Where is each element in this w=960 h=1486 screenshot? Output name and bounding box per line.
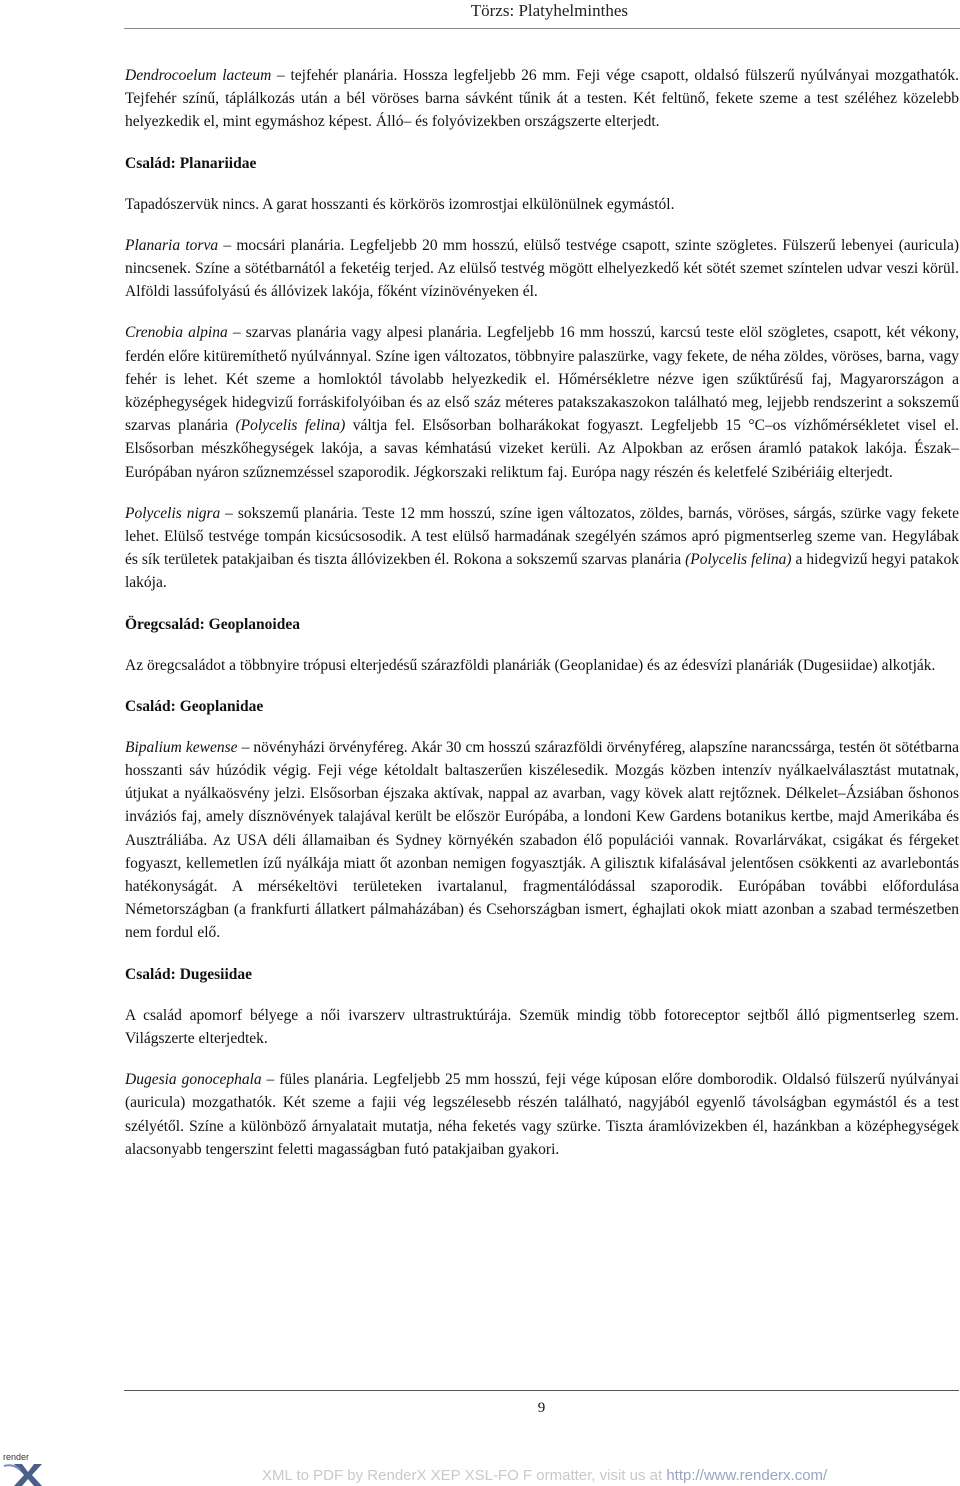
page-header [0,0,960,30]
species-name: Bipalium kewense [125,738,238,756]
renderx-x-icon [0,1452,44,1486]
species-name: Crenobia alpina [125,324,228,342]
paragraph-crenobia-alpina: Crenobia alpina – szarvas planária vagy alpesi planária. Legfeljebb 16 mm hosszú, karcsú teste elöl szögletes, csapott, két vékony, ferdén előre kitüremíthető nyúlvánnyal. Színe igen változatos, többnyire palaszürke, vagy fekete, de néha zöldes, vöröses, barna, vagy fehér is lehet. Két szeme a homloktól távolabb helyezkedik el. Hőmérsékletre nézve igen szűktűrésű faj, Magyarországon a középhegységek hidegvizű forráskifolyóiban és az első száz méteres patakszakaszokon található meg, lejjebb rendszerint a sokszemű szarvas planária (Polycelis felina) váltja fel. Elsősorban bolharákokat fogyaszt. Legfeljebb 15 °C–os vízhőmérsékletet visel el. Elsősorban mészkőhegységek lakója, a savas kémhatású vizeket kerüli. Az Alpokban az erősen áramló patakok lakója. Észak–Európában nyáron szűznemzéssel szaporodik. Jégkorszaki reliktum faj. Európa nagy részén és keletfelé Szibériáig elterjedt. [125,324,960,481]
species-name: Polycelis nigra [125,504,221,522]
paragraph-planaria-torva: Planaria torva – mocsári planária. Legfeljebb 20 mm hosszú, elülső testvége csapott, szinte szögletes. Fülszerű lebenyei (auricula) nincsenek. Színe a sötétbarnától a feketéig terjed. Az elülső testvég mögött elhelyezkedő két sötét szemet színtelen udvar veszi körül. Alföldi lassúfolyású és állóvizek lakója, főként vízinövényeken él. [125,236,959,301]
heading-dugesiidae: Család: Dugesiidae [125,965,253,983]
logo-text: render [3,1452,30,1462]
watermark-link[interactable]: http://www.renderx.com/ [666,1467,828,1484]
heading-geoplanidae: Család: Geoplanidae [125,697,264,715]
paragraph-polycelis-nigra: Polycelis nigra – sokszemű planária. Teste 12 mm hosszú, színe igen változatos, zöldes, barnás, vöröses, sárgás, szürke vagy fekete lehet. Elülső testvége tompán kicsúcsosodik. A test elülső harmadának szegélyén számos apró pigmentserleg szeme van. Hegylábak és sík területek patakjaiban és tiszta állóvizekben él. Rokona a sokszemű szarvas planária (Polycelis felina) a hidegvizű hegyi patakok lakója. [125,504,959,592]
species-name: Dendrocoelum lacteum [125,67,272,84]
heading-geoplanoidea: Öregcsalád: Geoplanoidea [125,615,300,633]
document-body [125,64,959,1161]
paragraph-dendrocoelum: Dendrocoelum lacteum – tejfehér planária. Hossza legfeljebb 26 mm. Feji vége csapott, oldalsó fülszerű nyúlványai mozgathatók. Tejfehér színű, táplálkozás után a bél vöröses barna sávként tűnik át a testen. Két feltünő, fekete szeme a test széléhez közelebb helyezkedik el, mint egymáshoz képest. Álló– és folyóvizekben országszerte elterjedt. [125,67,959,131]
paragraph-dugesia: Dugesia gonocephala – füles planária. Legfeljebb 25 mm hosszú, feji vége kúposan előre domborodik. Oldalsó fülszerű nyúlványai (auricula) mozgathatók. Két szeme a fajii vég legszélesebb részén található, nagyjából egyenlő távolságban egymástól és a test szélyétől. Színe a különböző árnyalatait mutatja, néha feketés vagy szürke. Tiszta áramlóvizekben él, hazánkban a középhegységek alacsonyabb tengerszint feletti magasságban futó patakjaiban gyakori. [125,1071,959,1158]
watermark-text: XML to PDF by RenderX XEP XSL-FO F ormatter, visit us at http://www.renderx.com/ [262,1467,828,1484]
paragraph-geoplanoidea-desc: Az öregcsaládot a többnyire trópusi elterjedésű szárazföldi planáriák (Geoplanidae) és az édesvízi planáriák (Dugesiidae) alkotják. [125,656,936,674]
species-name: Dugesia gonocephala [125,1071,262,1089]
renderx-logo [0,1452,44,1486]
header-title: Törzs: Platyhelminthes [470,1,628,20]
footer-rule [124,1390,959,1391]
page-number: 9 [537,1400,546,1416]
paragraph-bipalium: Bipalium kewense – növényházi örvényféreg. Akár 30 cm hosszú szárazföldi örvényféreg, alapszíne narancssárga, testén öt sötétbarna hosszanti sáv húzódik végig. Feji vége kétoldalt baltaszerűen kiszélesedik. Mozgás közben intenzív nyálkaelválasztást mutatnak, útjukat a nyálkaösvény jelzi. Elsősorban éjszaka aktívak, nappal az avarban, vagy kövek alatt rejtőznek. Délkelet–Ázsiában őshonos inváziós faj, amely dísznövények talajával került be először Európába, a londoni Kew Gardens botanikus kertbe, majd Amerikába és Ausztráliába. Az USA déli államaiban és Sydney környékén szabadon élő populációi vannak. Rovarlárvákat, csigákat és férgeket fogyaszt, kellemetlen ízű nyálkája miatt őt azonban nemigen fogyasztják. A gilisztık kifalásával jelentősen csökkenti az avarlebontás hatékonyságát. A mérsékeltövi területeken ivartalanul, fragmentálódással szaporodik. Európában további előfordulása Németországban (a frankfurti állatkert pálmaházában) és Csehországban ismert, éghajlati okok miatt azonban a szabad természetben nem fordul elő. [125,738,959,942]
species-name: (Polycelis felina) [685,551,792,569]
heading-planariidae: Család: Planariidae [125,154,257,172]
species-name: (Polycelis felina) [235,417,346,435]
header-rule [124,28,960,29]
paragraph-planariidae-desc: Tapadószervük nincs. A garat hosszanti és körkörös izomrostjai elkülönülnek egymástól. [125,195,675,213]
paragraph-dugesiidae-desc: A család apomorf bélyege a női ivarszerv ultrastruktúrája. Szemük mindig több fotoreceptor sejtből álló pigmentserleg szem. Világszerte elterjedtek. [125,1006,959,1047]
species-name: Planaria torva [125,236,219,254]
